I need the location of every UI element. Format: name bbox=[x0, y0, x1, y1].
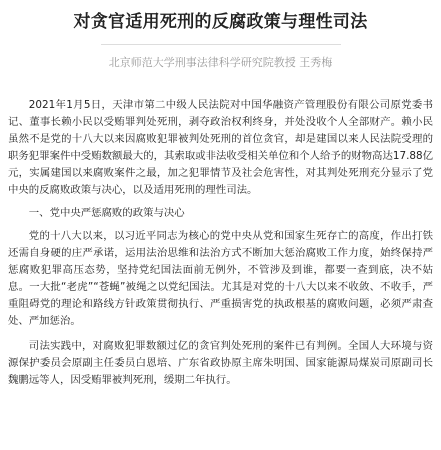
title-divider bbox=[101, 44, 341, 45]
article-paragraph: 2021年1月5日，天津市第二中级人民法院对中国华融资产管理股份有限公司原党委书记、董事长赖小民以受贿罪判处死刑，剥夺政治权利终身，并处没收个人全部财产。赖小民虽然不是党的十八大以来因腐败犯罪被判处死刑的首位贪官，却是建国以来人民法院受理的职务犯罪案件中受贿数额最大的，其索取或非法收受相关单位和个人给予的财物高达17.88亿元，实属建国以来腐败案件之最，加之犯罪情节及社会危害性，对其判处死刑充分显示了党中央的反腐败政策与决心，以及适用死刑的理性司法。 bbox=[8, 99, 433, 196]
article-paragraph: 司法实践中，对腐败犯罪数额过亿的贪官判处死刑的案件已有判例。全国人大环境与资源保护委员会原副主任委员白恩培、广东省政协原主席朱明国、国家能源局煤炭司原副司长魏鹏远等人，因受贿罪被判死刑，缓期二年执行。 bbox=[8, 340, 433, 386]
section-heading: 一、党中央严惩腐败的政策与决心 bbox=[28, 207, 185, 219]
article-title: 对贪官适用死刑的反腐政策与理性司法 bbox=[73, 12, 368, 32]
article-paragraph: 党的十八大以来，以习近平同志为核心的党中央从党和国家生死存亡的高度，作出打铁还需自身硬的庄严承诺，运用法治思维和法治方式不断加大惩治腐败工作力度，始终保持严惩腐败犯罪高压态势，坚持党纪国法面前无例外，不管涉及到谁，都要一查到底，决不姑息。一大批“老虎”“苍蝇”被绳之以党纪国法。尤其是对党的十八大以来不收敛、不收手，严重阻碍党的理论和路线方针政策贯彻执行、严重损害党的执政根基的腐败问题，必须严肃查处、严加惩治。 bbox=[8, 230, 433, 327]
article-author: 北京师范大学刑事法律科学研究院教授 王秀梅 bbox=[108, 56, 333, 69]
